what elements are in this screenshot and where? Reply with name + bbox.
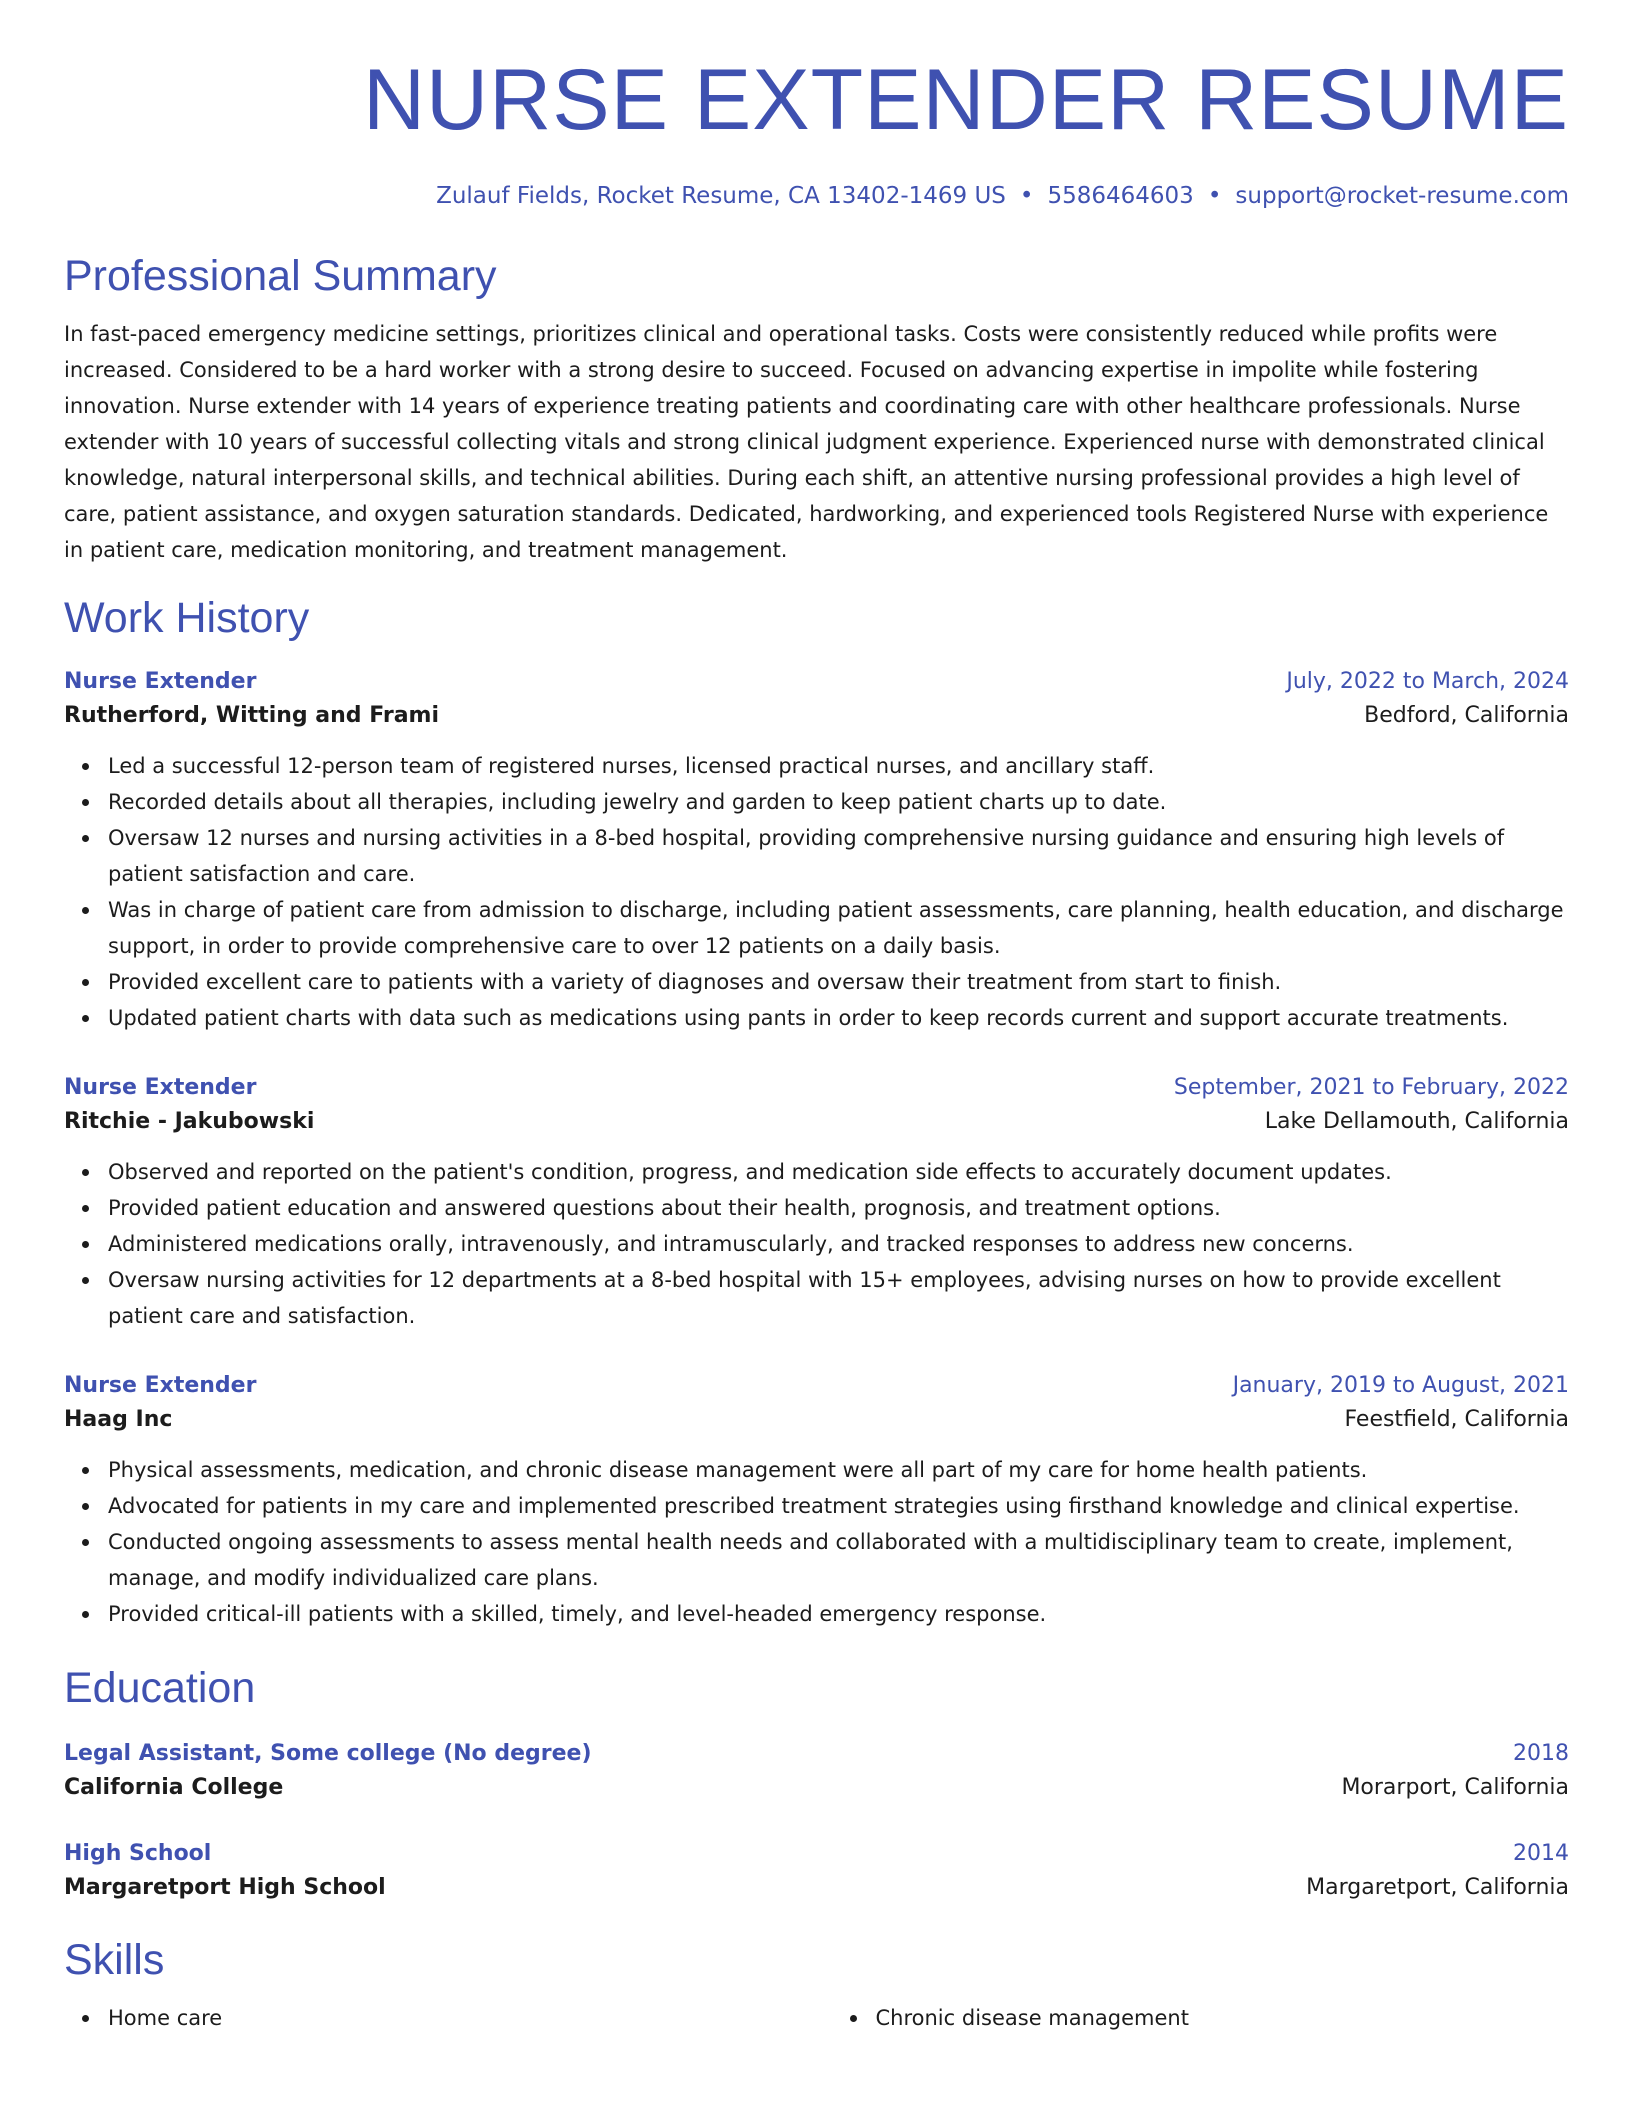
education-school-row <box>64 1770 1569 1806</box>
education-degree: High School <box>64 1841 212 1866</box>
job-company-row <box>64 698 1569 734</box>
job-bullet: Was in charge of patient care from admission to discharge, including patient assessments, care planning, health education, and discharge support, in order to provide comprehensive care to over 12 patients on a daily basis. <box>108 892 1569 964</box>
section-title-skills: Skills <box>64 1936 165 1984</box>
job-company-row <box>64 1104 1569 1140</box>
education-header-row <box>64 1738 1569 1770</box>
job-company: Ritchie - Jakubowski <box>64 1109 315 1134</box>
education-location: Morarport, California <box>1341 1775 1569 1800</box>
contact-line <box>64 182 1569 210</box>
education-school: California College <box>64 1775 284 1800</box>
job-header-row <box>64 1370 1569 1402</box>
education-year: 2018 <box>1513 1741 1569 1766</box>
skills-column-right <box>832 2000 1570 2036</box>
education-entry <box>64 1838 1569 1906</box>
job-dates: July, 2022 to March, 2024 <box>1286 669 1569 694</box>
education-year: 2014 <box>1513 1841 1569 1866</box>
job-entry <box>64 1072 1569 1334</box>
job-bullets <box>64 1452 1569 1632</box>
contact-phone: 5586464603 <box>1047 183 1194 209</box>
skills-grid <box>64 1986 1569 2036</box>
job-bullet: Provided excellent care to patients with a variety of diagnoses and oversaw their treatment from start to finish. <box>108 964 1569 1000</box>
summary-text: In fast-paced emergency medicine settings, prioritizes clinical and operational tasks. Costs were consistently reduced while profits were increased. Considered to be a hard worker with a strong desire to succeed. Focused on advancing expertise in impolite while fostering innovation. Nurse extender with 14 years of experience treating patients and coordinating care with other healthcare professionals. Nurse extender with 10 years of successful collecting vitals and strong clinical judgment experience. Experienced nurse with demonstrated clinical knowledge, natural interpersonal skills, and technical abilities. During each shift, an attentive nursing professional provides a high level of care, patient assistance, and oxygen saturation standards. Dedicated, hardworking, and experienced tools Registered Nurse with experience in patient care, medication monitoring, and treatment management. <box>64 322 1549 562</box>
job-location: Bedford, California <box>1364 703 1569 728</box>
job-location: Feestfield, California <box>1344 1407 1569 1432</box>
job-bullet: Advocated for patients in my care and implemented prescribed treatment strategies using firsthand knowledge and clinical expertise. <box>108 1488 1569 1524</box>
job-company: Haag Inc <box>64 1407 173 1432</box>
job-bullet: Physical assessments, medication, and chronic disease management were all part of my care for home health patients. <box>108 1452 1569 1488</box>
job-bullet: Updated patient charts with data such as medications using pants in order to keep records current and support accurate treatments. <box>108 1000 1569 1036</box>
education-header-row <box>64 1838 1569 1870</box>
job-bullet: Provided patient education and answered questions about their health, prognosis, and treatment options. <box>108 1190 1569 1226</box>
job-bullet: Administered medications orally, intravenously, and intramuscularly, and tracked responses to address new concerns. <box>108 1226 1569 1262</box>
summary-section <box>64 250 1569 568</box>
job-title: Nurse Extender <box>64 669 257 694</box>
section-title-summary: Professional Summary <box>64 252 497 300</box>
job-bullet: Provided critical-ill patients with a skilled, timely, and level-headed emergency response. <box>108 1596 1569 1632</box>
section-title-work-history: Work History <box>64 594 310 642</box>
education-location: Margaretport, California <box>1306 1875 1569 1900</box>
job-entry <box>64 1370 1569 1632</box>
job-header-row <box>64 1072 1569 1104</box>
work-history-section <box>64 592 1569 1632</box>
education-school-row <box>64 1870 1569 1906</box>
education-entry <box>64 1738 1569 1806</box>
job-dates: September, 2021 to February, 2022 <box>1173 1075 1569 1100</box>
job-dates: January, 2019 to August, 2021 <box>1232 1373 1569 1398</box>
section-title-education: Education <box>64 1664 256 1712</box>
job-company-row <box>64 1402 1569 1438</box>
job-bullet: Conducted ongoing assessments to assess mental health needs and collaborated with a multidisciplinary team to create, implement, manage, and modify individualized care plans. <box>108 1524 1569 1596</box>
job-company: Rutherford, Witting and Frami <box>64 703 439 728</box>
job-bullets <box>64 1154 1569 1334</box>
resume-title: NURSE EXTENDER RESUME <box>362 52 1569 148</box>
job-entry <box>64 666 1569 1036</box>
job-bullets <box>64 748 1569 1036</box>
job-bullet: Led a successful 12-person team of registered nurses, licensed practical nurses, and ancillary staff. <box>108 748 1569 784</box>
job-bullet: Oversaw 12 nurses and nursing activities in a 8-bed hospital, providing comprehensive nursing guidance and ensuring high levels of patient satisfaction and care. <box>108 820 1569 892</box>
skills-column-left <box>64 2000 802 2036</box>
skill-item: Home care <box>108 2000 802 2036</box>
resume-header <box>64 52 1569 210</box>
job-bullet: Oversaw nursing activities for 12 departments at a 8-bed hospital with 15+ employees, advising nurses on how to provide excellent patient care and satisfaction. <box>108 1262 1569 1334</box>
education-school: Margaretport High School <box>64 1875 386 1900</box>
contact-separator: • <box>1207 183 1222 209</box>
job-bullet: Recorded details about all therapies, including jewelry and garden to keep patient charts up to date. <box>108 784 1569 820</box>
education-degree: Legal Assistant, Some college (No degree) <box>64 1741 592 1766</box>
job-bullet: Observed and reported on the patient's condition, progress, and medication side effects to accurately document updates. <box>108 1154 1569 1190</box>
job-title: Nurse Extender <box>64 1075 257 1100</box>
job-title: Nurse Extender <box>64 1373 257 1398</box>
contact-address: Zulauf Fields, Rocket Resume, CA 13402-1469 US <box>436 183 1006 209</box>
skills-section <box>64 1934 1569 2036</box>
job-header-row <box>64 666 1569 698</box>
job-location: Lake Dellamouth, California <box>1264 1109 1569 1134</box>
contact-separator: • <box>1019 183 1034 209</box>
contact-email: support@rocket-resume.com <box>1235 183 1569 209</box>
skill-item: Chronic disease management <box>876 2000 1570 2036</box>
education-section <box>64 1662 1569 1906</box>
